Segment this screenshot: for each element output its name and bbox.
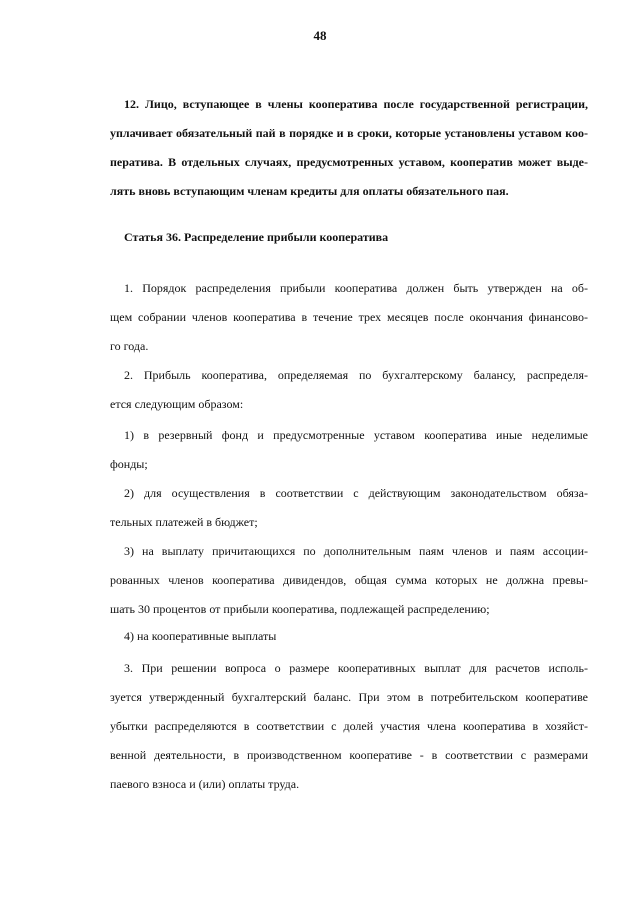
paragraph-line: 3. При решении вопроса о размере кооперативных выплат для расчетов исполь- bbox=[124, 661, 588, 675]
paragraph-line: 1) в резервный фонд и предусмотренные уставом кооператива иные неделимые bbox=[124, 428, 588, 442]
article-point-3 bbox=[110, 654, 588, 799]
paragraph-line: тельных платежей в бюджет; bbox=[110, 515, 258, 529]
paragraph-line: ется следующим образом: bbox=[110, 397, 244, 411]
paragraph-line: шать 30 процентов от прибыли кооператива, подлежащей распределению; bbox=[110, 602, 490, 616]
paragraph-line: фонды; bbox=[110, 457, 148, 471]
paragraph-line: лять вновь вступающим членам кредиты для оплаты обязательного пая. bbox=[110, 184, 509, 198]
list-item-3 bbox=[110, 537, 588, 624]
page-number: 48 bbox=[313, 28, 327, 43]
article-point-2 bbox=[110, 361, 588, 419]
list-item-2 bbox=[110, 479, 588, 537]
list-item-4 bbox=[110, 622, 588, 651]
paragraph-line: щем собрании членов кооператива в течение трех месяцев после окончания финансово- bbox=[110, 310, 588, 324]
paragraph-line: зуется утвержденный бухгалтерский баланс. При этом в потребительском кооперативе bbox=[110, 690, 588, 704]
paragraph-line: паевого взноса и (или) оплаты труда. bbox=[110, 777, 300, 791]
article-heading: Статья 36. Распределение прибыли кооператива bbox=[124, 230, 389, 244]
paragraph-line: рованных членов кооператива дивидендов, общая сумма которых не должна превы- bbox=[110, 573, 588, 587]
paragraph-line: венной деятельности, в производственном кооперативе - в соответствии с размерами bbox=[110, 748, 588, 762]
paragraph-line: уплачивает обязательный пай в порядке и в сроки, которые установлены уставом коо- bbox=[110, 126, 588, 140]
article-point-1 bbox=[110, 274, 588, 361]
paragraph-12 bbox=[110, 90, 588, 206]
paragraph-line: 2) для осуществления в соответствии с действующим законодательством обяза- bbox=[124, 486, 588, 500]
paragraph-line: 12. Лицо, вступающее в члены кооператива после государственной регистрации, bbox=[124, 97, 588, 111]
paragraph-line: 3) на выплату причитающихся по дополнительным паям членов и паям ассоции- bbox=[124, 544, 588, 558]
paragraph-line: 4) на кооперативные выплаты bbox=[124, 629, 277, 643]
list-item-1 bbox=[110, 421, 588, 479]
paragraph-line: 1. Порядок распределения прибыли кооператива должен быть утвержден на об- bbox=[124, 281, 588, 295]
paragraph-line: го года. bbox=[110, 339, 149, 353]
paragraph-line: убытки распределяются в соответствии с долей участия члена кооператива в хозяйст- bbox=[110, 719, 588, 733]
paragraph-line: ператива. В отдельных случаях, предусмотренных уставом, кооператив может выде- bbox=[110, 155, 588, 169]
paragraph-line: 2. Прибыль кооператива, определяемая по бухгалтерскому балансу, распределя- bbox=[124, 368, 588, 382]
